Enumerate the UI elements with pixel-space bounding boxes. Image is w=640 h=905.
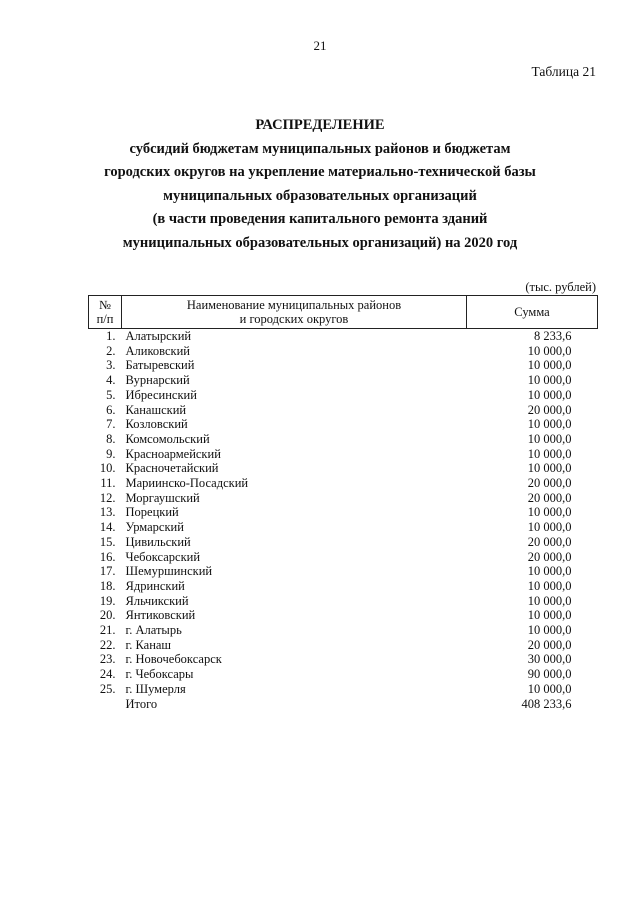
row-number: 20.	[99, 608, 116, 623]
table-row	[89, 388, 598, 403]
total-label: Итого	[125, 696, 158, 711]
row-sum: 20 000,0	[527, 549, 572, 564]
row-sum: 10 000,0	[527, 623, 572, 638]
table-row	[89, 623, 598, 638]
row-sum: 30 000,0	[527, 652, 572, 667]
table-row	[89, 344, 598, 359]
row-sum: 20 000,0	[527, 490, 572, 505]
column-header-sum: Сумма	[467, 296, 598, 329]
table-row	[89, 682, 598, 697]
table-row	[89, 652, 598, 667]
column-header-name	[122, 296, 467, 329]
table-row	[89, 432, 598, 447]
row-number: 9.	[106, 446, 116, 461]
row-name: Моргаушский	[125, 490, 200, 505]
row-sum: 10 000,0	[527, 461, 572, 476]
row-sum: 10 000,0	[527, 358, 572, 373]
table-row	[89, 638, 598, 653]
column-header-number	[89, 296, 122, 329]
row-number: 12.	[99, 490, 116, 505]
table-header-row	[89, 296, 598, 329]
row-number: 11.	[100, 476, 116, 491]
title-line: городских округов на укрепление материально-технической базы	[104, 164, 536, 181]
table-row	[89, 564, 598, 579]
row-sum: 10 000,0	[527, 446, 572, 461]
row-number: 15.	[99, 534, 116, 549]
row-name: Ибресинский	[125, 387, 197, 402]
table-row	[89, 329, 598, 344]
row-number: 17.	[99, 564, 116, 579]
row-name: г. Алатырь	[125, 623, 182, 638]
row-sum: 10 000,0	[527, 608, 572, 623]
row-name: Канашский	[125, 402, 187, 417]
row-sum: 8 233,6	[534, 329, 572, 343]
table-row	[89, 476, 598, 491]
row-name: Цивильский	[125, 534, 191, 549]
table-row	[89, 505, 598, 520]
row-sum: 20 000,0	[527, 637, 572, 652]
title-line: (в части проведения капитального ремонта зданий	[152, 211, 488, 228]
row-number: 4.	[106, 373, 116, 388]
subsidy-table	[88, 295, 598, 711]
row-name: Чебоксарский	[125, 549, 201, 564]
table-row	[89, 358, 598, 373]
page-number: 21	[313, 38, 327, 53]
row-number: 24.	[99, 667, 116, 682]
row-name: Алатырский	[125, 329, 192, 343]
row-name: Ядринский	[125, 578, 185, 593]
table-row	[89, 550, 598, 565]
header-name-line: и городских округов	[239, 312, 349, 326]
row-number: 14.	[99, 520, 116, 535]
row-name: г. Канаш	[125, 637, 172, 652]
table-row	[89, 403, 598, 418]
row-number: 13.	[99, 505, 116, 520]
document-title	[60, 114, 580, 256]
row-sum: 10 000,0	[527, 373, 572, 388]
row-name: Комсомольский	[125, 431, 210, 446]
header-number-line: №	[99, 298, 111, 312]
header-number-line: п/п	[96, 312, 114, 326]
row-sum: 10 000,0	[527, 578, 572, 593]
table-row	[89, 491, 598, 506]
row-number: 10.	[99, 461, 116, 476]
row-number: 7.	[106, 417, 116, 432]
row-sum: 10 000,0	[527, 520, 572, 535]
row-sum: 10 000,0	[527, 387, 572, 402]
title-heading: РАСПРЕДЕЛЕНИЕ	[255, 117, 385, 133]
table-row	[89, 520, 598, 535]
title-line: муниципальных образовательных организаций) на 2020 год	[122, 234, 518, 251]
total-row	[89, 697, 598, 712]
row-sum: 20 000,0	[527, 534, 572, 549]
row-name: Урмарский	[125, 520, 184, 535]
row-number: 5.	[106, 387, 116, 402]
row-sum: 10 000,0	[527, 343, 572, 358]
row-name: г. Шумерля	[125, 681, 186, 696]
row-sum: 10 000,0	[527, 505, 572, 520]
header-name-line: Наименование муниципальных районов	[186, 298, 402, 312]
row-sum: 10 000,0	[527, 417, 572, 432]
row-number: 25.	[99, 681, 116, 696]
row-sum: 90 000,0	[527, 667, 572, 682]
row-sum: 10 000,0	[527, 564, 572, 579]
row-name: Вурнарский	[125, 373, 190, 388]
row-name: Козловский	[125, 417, 188, 432]
row-name: Красноармейский	[125, 446, 221, 461]
table-row	[89, 608, 598, 623]
row-number: 18.	[99, 578, 116, 593]
table-row	[89, 373, 598, 388]
row-number: 22.	[99, 637, 116, 652]
row-number: 16.	[99, 549, 116, 564]
table-row	[89, 461, 598, 476]
total-sum: 408 233,6	[521, 696, 572, 711]
row-number: 3.	[106, 358, 116, 373]
title-line: субсидий бюджетам муниципальных районов и бюджетам	[129, 140, 511, 157]
title-line: муниципальных образовательных организаций	[163, 187, 477, 204]
table-label: Таблица 21	[531, 64, 596, 79]
row-number: 23.	[99, 652, 116, 667]
row-name: г. Новочебоксарск	[125, 652, 222, 667]
row-name: Шемуршинский	[125, 564, 213, 579]
table-row	[89, 535, 598, 550]
row-sum: 10 000,0	[527, 681, 572, 696]
total-number-empty	[89, 697, 122, 712]
row-number: 8.	[106, 431, 116, 446]
table-row	[89, 417, 598, 432]
row-name: Янтиковский	[125, 608, 196, 623]
row-name: Батыревский	[125, 358, 195, 373]
row-name: Аликовский	[125, 343, 190, 358]
table-row	[89, 447, 598, 462]
row-number: 6.	[106, 402, 116, 417]
table-row	[89, 579, 598, 594]
table-body	[89, 329, 598, 712]
units-label: (тыс. рублей)	[525, 280, 596, 294]
row-name: Порецкий	[125, 505, 179, 520]
row-name: Красночетайский	[125, 461, 219, 476]
row-number: 1.	[106, 329, 116, 343]
table-row	[89, 594, 598, 609]
row-sum: 20 000,0	[527, 476, 572, 491]
table-row	[89, 667, 598, 682]
row-number: 21.	[99, 623, 116, 638]
row-number: 19.	[99, 593, 116, 608]
row-name: Яльчикский	[125, 593, 189, 608]
row-name: Мариинско-Посадский	[125, 476, 249, 491]
row-sum: 10 000,0	[527, 431, 572, 446]
row-sum: 20 000,0	[527, 402, 572, 417]
row-name: г. Чебоксары	[125, 667, 194, 682]
row-number: 2.	[106, 343, 116, 358]
row-sum: 10 000,0	[527, 593, 572, 608]
